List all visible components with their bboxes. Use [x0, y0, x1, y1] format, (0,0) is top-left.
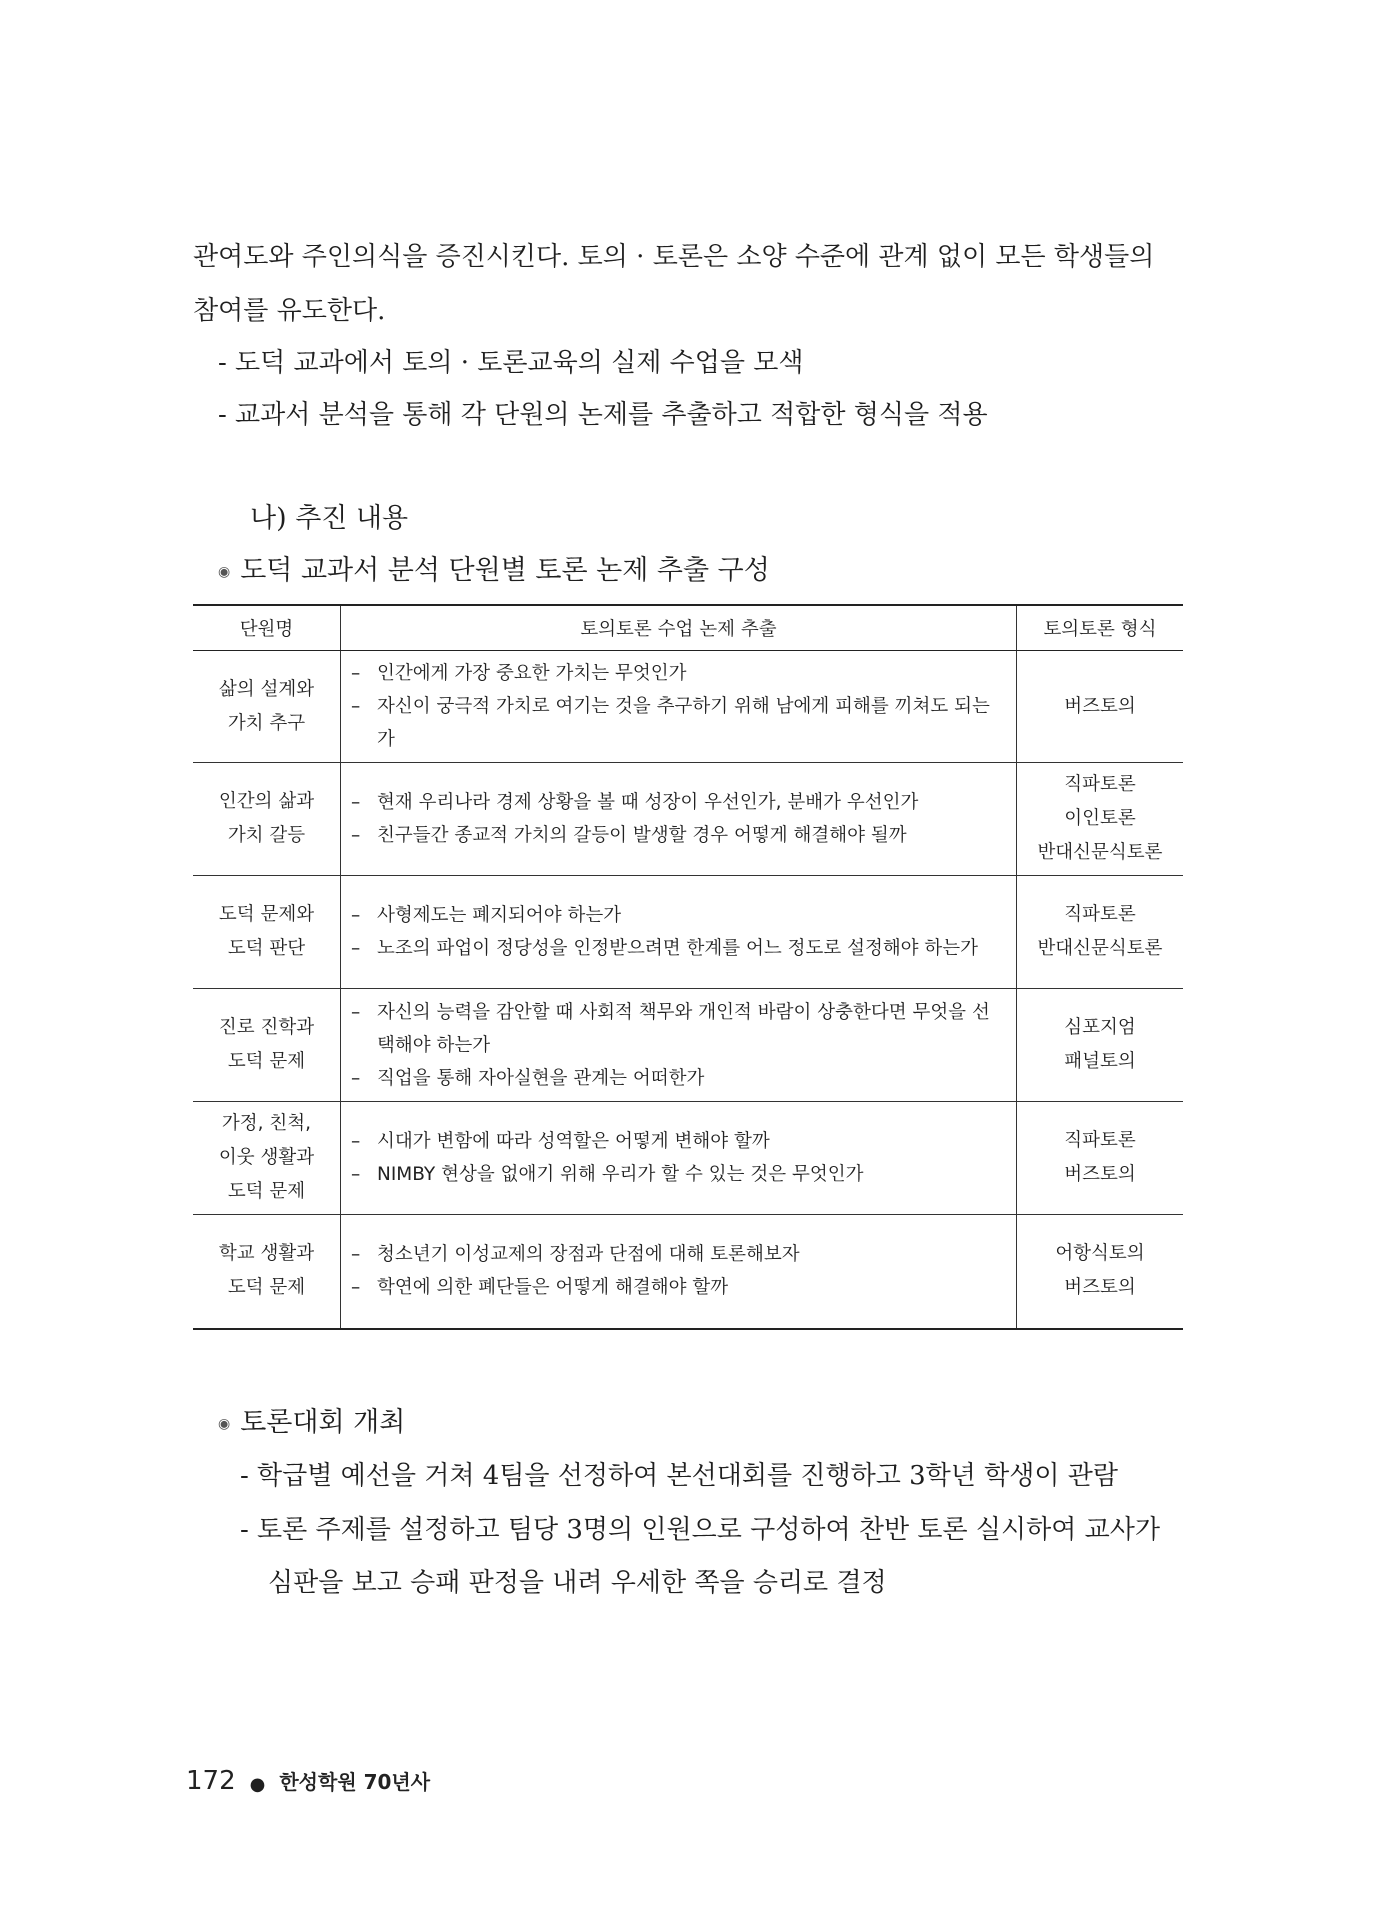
form-cell: 심포지엄 패널토의 [1017, 989, 1184, 1102]
topic-cell: – 현재 우리나라 경제 상황을 볼 때 성장이 우선인가, 분배가 우선인가 – 친구들간 종교적 가치의 갈등이 발생할 경우 어떻게 해결해야 될까 [341, 763, 1017, 876]
topic-cell: – 청소년기 이성교제의 장점과 단점에 대해 토론해보자 – 학연에 의한 폐단들은 어떻게 해결해야 할까 [341, 1215, 1017, 1329]
topic-table [193, 604, 1183, 1330]
intro-bullet-1: - 도덕 교과에서 토의 · 토론교육의 실제 수업을 모색 [218, 348, 804, 378]
form-cell: 직파토론 반대신문식토론 [1017, 876, 1184, 989]
section-heading: 나) 추진 내용 [250, 503, 409, 534]
form-cell: 버즈토의 [1017, 651, 1184, 763]
contest-heading [218, 1400, 405, 1439]
topic-cell: – 자신의 능력을 감안할 때 사회적 책무와 개인적 바람이 상충한다면 무엇을 선택해야 하는가 – 직업을 통해 자아실현을 관계는 어떠한가 [341, 989, 1017, 1102]
contest-bullet-3: 심판을 보고 승패 판정을 내려 우세한 쪽을 승리로 결정 [268, 1568, 887, 1598]
contest-bullet-2: - 토론 주제를 설정하고 팀당 3명의 인원으로 구성하여 찬반 토론 실시하여 교사가 [240, 1515, 1160, 1545]
topic-cell: – 시대가 변함에 따라 성역할은 어떻게 변해야 할까 – NIMBY 현상을 없애기 위해 우리가 할 수 있는 것은 무엇인가 [341, 1102, 1017, 1215]
unit-cell: 인간의 삶과 가치 갈등 [193, 763, 341, 876]
table-row [193, 1215, 1183, 1329]
intro-line-1: 관여도와 주인의식을 증진시킨다. 토의 · 토론은 소양 수준에 관계 없이 모든 학생들의 [193, 242, 1155, 272]
intro-bullet-2: - 교과서 분석을 통해 각 단원의 논제를 추출하고 적합한 형식을 적용 [218, 400, 988, 430]
unit-cell: 학교 생활과 도덕 문제 [193, 1215, 341, 1329]
topic-cell: – 인간에게 가장 중요한 가치는 무엇인가 – 자신이 궁극적 가치로 여기는 것을 추구하기 위해 남에게 피해를 끼쳐도 되는가 [341, 651, 1017, 763]
unit-cell: 도덕 문제와 도덕 판단 [193, 876, 341, 989]
unit-cell: 진로 진학과 도덕 문제 [193, 989, 341, 1102]
header-unit: 단원명 [193, 605, 341, 651]
table-row [193, 989, 1183, 1102]
topic-cell: – 사형제도는 폐지되어야 하는가 – 노조의 파업이 정당성을 인정받으려면 한계를 어느 정도로 설정해야 하는가 [341, 876, 1017, 989]
header-form: 토의토론 형식 [1017, 605, 1184, 651]
table-title-text: 도덕 교과서 분석 단원별 토론 논제 추출 구성 [240, 555, 770, 586]
circle-bullet-icon: ◉ [218, 563, 231, 580]
intro-line-2: 참여를 유도한다. [193, 296, 386, 326]
page-footer [186, 1766, 430, 1796]
bullet-dot-icon: ● [249, 1774, 266, 1795]
form-cell: 직파토론 버즈토의 [1017, 1102, 1184, 1215]
table-row [193, 876, 1183, 989]
table-row [193, 1102, 1183, 1215]
form-cell: 어항식토의 버즈토의 [1017, 1215, 1184, 1329]
page-number: 172 [186, 1766, 236, 1796]
table-row [193, 763, 1183, 876]
contest-bullet-1: - 학급별 예선을 거쳐 4팀을 선정하여 본선대회를 진행하고 3학년 학생이 관람 [240, 1461, 1118, 1491]
table-row [193, 651, 1183, 763]
table-header-row [193, 605, 1183, 651]
form-cell: 직파토론 이인토론 반대신문식토론 [1017, 763, 1184, 876]
book-title: 한성학원 70년사 [279, 1770, 431, 1794]
header-topics: 토의토론 수업 논제 추출 [341, 605, 1017, 651]
circle-bullet-icon: ◉ [218, 1415, 231, 1432]
unit-cell: 삶의 설계와 가치 추구 [193, 651, 341, 763]
unit-cell: 가정, 친척, 이웃 생활과 도덕 문제 [193, 1102, 341, 1215]
contest-heading-text: 토론대회 개최 [240, 1407, 406, 1438]
table-title [218, 548, 770, 587]
